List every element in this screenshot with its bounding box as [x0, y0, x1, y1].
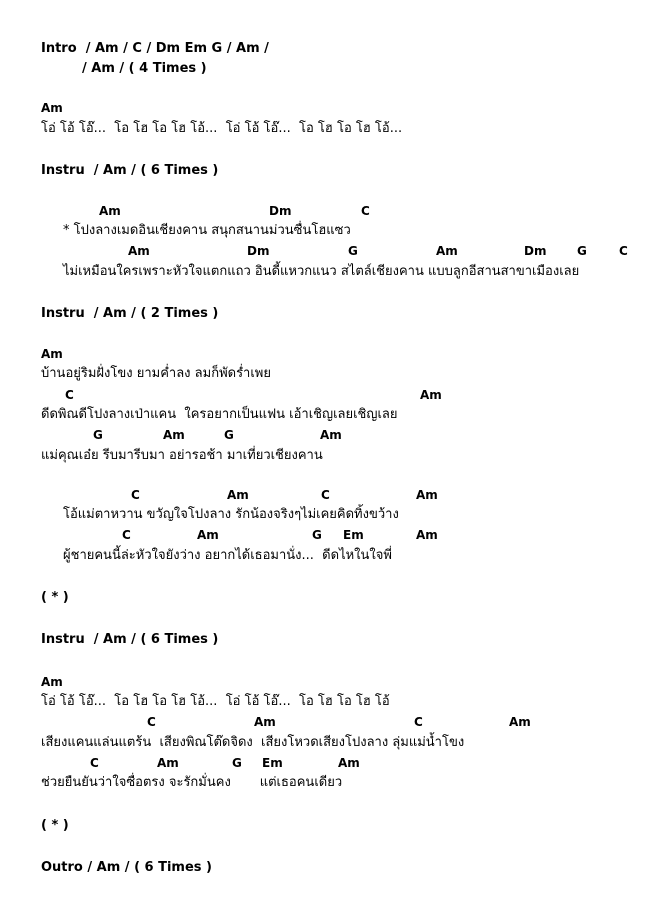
chord: Am: [163, 428, 185, 442]
chord: Am: [227, 488, 249, 502]
chord: C: [414, 715, 423, 729]
chord: Em: [262, 756, 283, 770]
lyric-line: บ้านอยู่ริมฝั่งโขง ยามค่ำลง ลมก็พัดร่ำเพย: [41, 366, 271, 381]
chord: C: [65, 388, 74, 402]
lyric-line: โอ่ โอ้ โอ๊... โอ โฮ โอ โฮ โอ้... โอ่ โอ้ โอ๊... โอ โฮ โอ โฮ โอ้...: [41, 121, 403, 136]
chord: Am: [99, 204, 121, 218]
chord: Am: [41, 347, 63, 361]
intro-line-2: / Am / ( 4 Times ): [82, 61, 207, 76]
chord: Am: [509, 715, 531, 729]
chord: C: [122, 528, 131, 542]
intro-line-1: Intro / Am / C / Dm Em G / Am /: [41, 41, 269, 56]
chord: Dm: [524, 244, 547, 258]
chord: Am: [420, 388, 442, 402]
chord: G: [348, 244, 358, 258]
chord: C: [619, 244, 628, 258]
chord: G: [312, 528, 322, 542]
lyric-line: ไม่เหมือนใครเพราะหัวใจแตกแถว อินดี้แหวกแนว สไตล์เชียงคาน แบบลูกอีสานสาขาเมืองเลย: [63, 264, 580, 279]
chord: Am: [157, 756, 179, 770]
instru-heading: Instru / Am / ( 6 Times ): [41, 632, 219, 647]
instru-heading: Instru / Am / ( 6 Times ): [41, 163, 219, 178]
chord: C: [90, 756, 99, 770]
outro-heading: Outro / Am / ( 6 Times ): [41, 860, 212, 875]
repeat-marker: ( * ): [41, 818, 69, 833]
lyric-line: ผู้ชายคนนี้ล่ะหัวใจยังว่าง อยากได้เธอมานั่ง... ดีดไหในใจพี่: [63, 548, 392, 563]
chord: Am: [41, 675, 63, 689]
chord: Am: [436, 244, 458, 258]
chord: Am: [416, 528, 438, 542]
chord: C: [321, 488, 330, 502]
chord: Em: [343, 528, 364, 542]
chord: Am: [338, 756, 360, 770]
chord: Dm: [269, 204, 292, 218]
lyric-line: ดีดพิณดีโปงลางเป่าแคน ใครอยากเป็นแฟน เอ้าเชิญเลยเชิญเลย: [41, 407, 398, 422]
chord: Am: [254, 715, 276, 729]
instru-heading: Instru / Am / ( 2 Times ): [41, 306, 219, 321]
chord: C: [147, 715, 156, 729]
lyric-line: เสียงแคนแล่นแตร้น เสียงพิณโต๊ดจิดง เสียงโหวดเสียงโปงลาง ลุ่มแม่น้ำโขง: [41, 735, 465, 750]
chord: Am: [41, 101, 63, 115]
lyric-line: * โปงลางเมดอินเชียงคาน สนุกสนานม่วนซื่นโฮแซว: [63, 223, 351, 238]
chord: G: [224, 428, 234, 442]
lyric-line: แม่คุณเอ๋ย รีบมารีบมา อย่ารอช้า มาเที่ยวเชียงคาน: [41, 448, 323, 463]
lyric-line: โอ้แม่ตาหวาน ขวัญใจโปงลาง รักน้องจริงๆไม่เคยคิดทิ้งขว้าง: [63, 507, 399, 522]
chord: Am: [128, 244, 150, 258]
chord: Dm: [247, 244, 270, 258]
chord: C: [361, 204, 370, 218]
chord: G: [577, 244, 587, 258]
chord: Am: [320, 428, 342, 442]
repeat-marker: ( * ): [41, 590, 69, 605]
lyric-line: โอ่ โอ้ โอ๊... โอ โฮ โอ โฮ โอ้... โอ่ โอ้ โอ๊... โอ โฮ โอ โฮ โอ้: [41, 694, 390, 709]
chord: G: [93, 428, 103, 442]
lyric-line: ช่วยยืนยันว่าใจซื่อตรง จะรักมั่นคง แต่เธอคนเดียว: [41, 775, 343, 790]
chord: C: [131, 488, 140, 502]
chord: G: [232, 756, 242, 770]
chord: Am: [416, 488, 438, 502]
chord: Am: [197, 528, 219, 542]
